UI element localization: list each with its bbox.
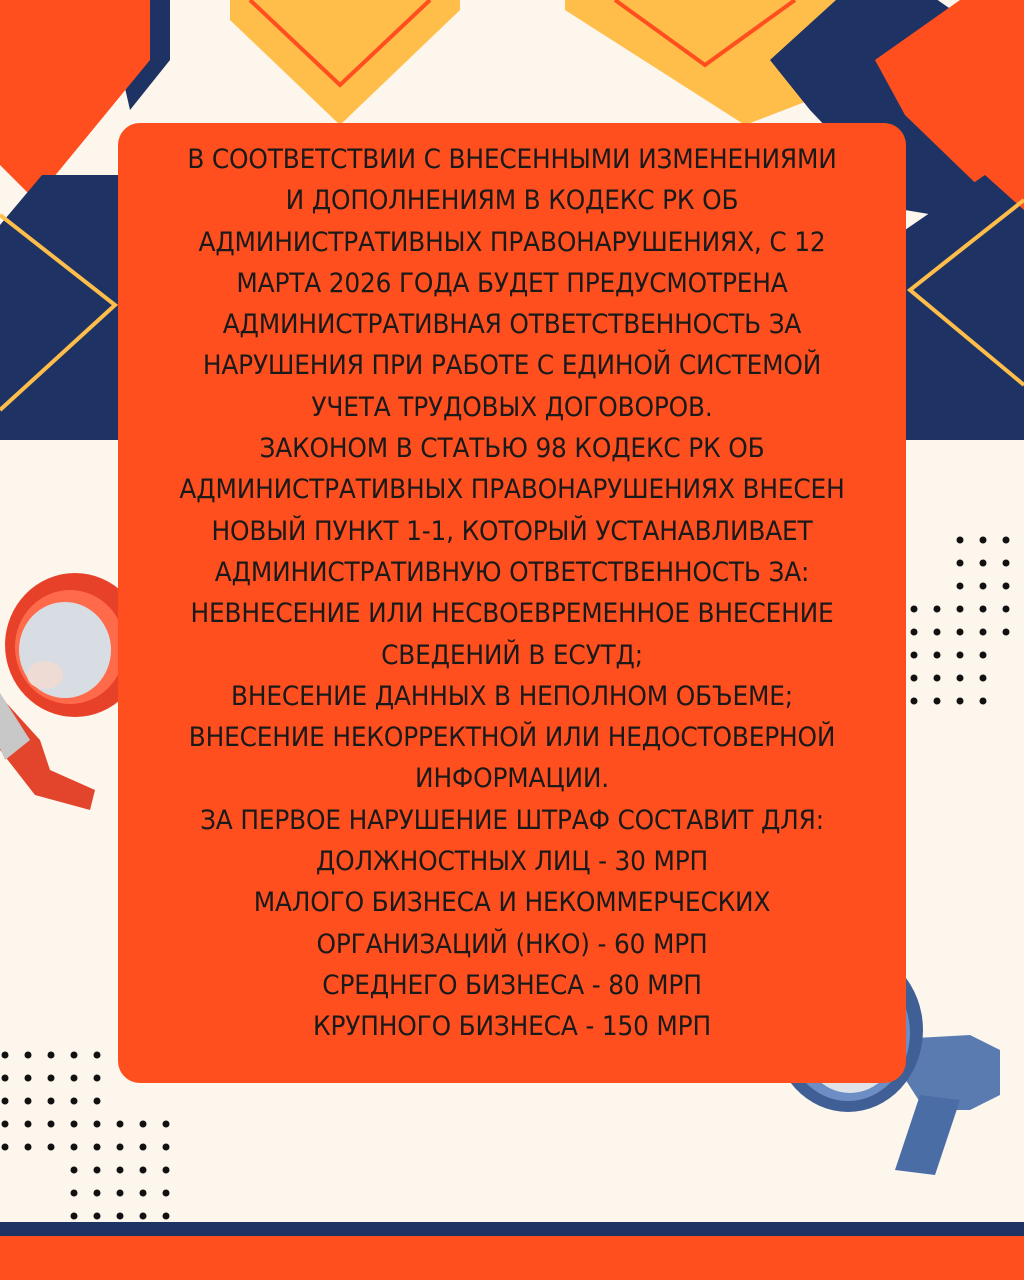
announcement-line: АДМИНИСТРАТИВНЫХ ПРАВОНАРУШЕНИЯХ, С 12 — [198, 226, 826, 258]
announcement-line: СВЕДЕНИЙ В ЕСУТД; — [381, 639, 643, 671]
announcement-line: НОВЫЙ ПУНКТ 1-1, КОТОРЫЙ УСТАНАВЛИВАЕТ — [211, 515, 813, 547]
announcement-line: НАРУШЕНИЯ ПРИ РАБОТЕ С ЕДИНОЙ СИСТЕМОЙ — [202, 350, 822, 382]
announcement-line: АДМИНИСТРАТИВНЫХ ПРАВОНАРУШЕНИЯХ ВНЕСЕН — [179, 474, 845, 506]
announcement-line: АДМИНИСТРАТИВНАЯ ОТВЕТСТВЕННОСТЬ ЗА — [222, 309, 802, 341]
announcement-line: МАРТА 2026 ГОДА БУДЕТ ПРЕДУСМОТРЕНА — [236, 267, 788, 299]
announcement-line: ВНЕСЕНИЕ ДАННЫХ В НЕПОЛНОМ ОБЪЕМЕ; — [231, 680, 793, 712]
left-navy-diamond — [0, 175, 118, 440]
announcement-line: ИНФОРМАЦИИ. — [415, 763, 609, 795]
bottom-orange-stripe — [0, 1236, 1024, 1280]
announcement-line: АДМИНИСТРАТИВНУЮ ОТВЕТСТВЕННОСТЬ ЗА: — [214, 556, 810, 588]
announcement-line: В СООТВЕТСТВИИ С ВНЕСЕННЫМИ ИЗМЕНЕНИЯМИ — [187, 144, 837, 175]
announcement-line: СРЕДНЕГО БИЗНЕСА - 80 МРП — [322, 969, 702, 1001]
announcement-line: КРУПНОГО БИЗНЕСА - 150 МРП — [313, 1011, 711, 1043]
announcement-line: И ДОПОЛНЕНИЯМ В КОДЕКС РК ОБ — [285, 185, 739, 217]
announcement-line: ВНЕСЕНИЕ НЕКОРРЕКТНОЙ ИЛИ НЕДОСТОВЕРНОЙ — [188, 722, 836, 754]
bottom-navy-stripe — [0, 1222, 1024, 1236]
announcement-line: ОРГАНИЗАЦИЙ (НКО) - 60 МРП — [316, 928, 708, 960]
announcement-line: ЗАКОНОМ В СТАТЬЮ 98 КОДЕКС РК ОБ — [259, 433, 765, 465]
announcement-card — [118, 123, 906, 1083]
top-yellow-diamond-left — [230, 0, 460, 125]
announcement-line: ДОЛЖНОСТНЫХ ЛИЦ - 30 МРП — [315, 846, 709, 878]
announcement-line: УЧЕТА ТРУДОВЫХ ДОГОВОРОВ. — [311, 391, 713, 423]
announcement-line: ЗА ПЕРВОЕ НАРУШЕНИЕ ШТРАФ СОСТАВИТ ДЛЯ: — [200, 804, 824, 836]
announcement-line: МАЛОГО БИЗНЕСА И НЕКОММЕРЧЕСКИХ — [253, 887, 771, 919]
announcement-line: НЕВНЕСЕНИЕ ИЛИ НЕСВОЕВРЕМЕННОЕ ВНЕСЕНИЕ — [190, 598, 834, 630]
